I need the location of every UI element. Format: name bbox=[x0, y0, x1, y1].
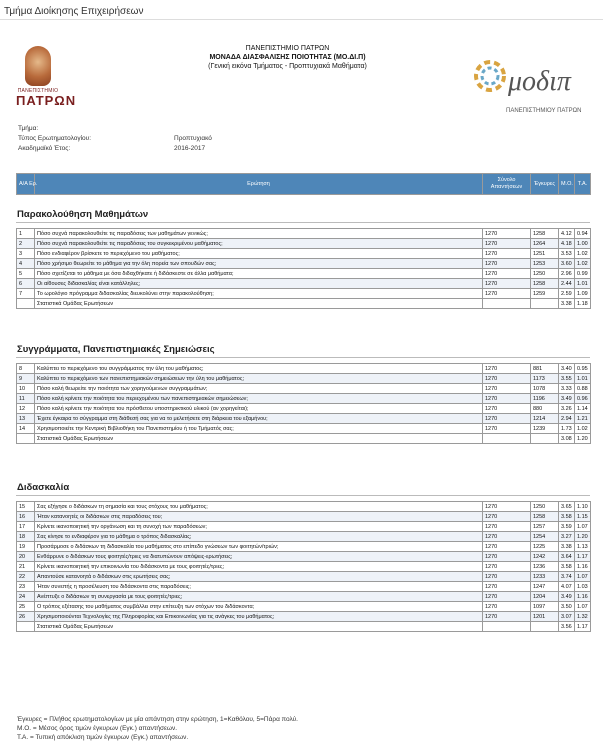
table-row bbox=[17, 394, 591, 404]
valid-responses: 1258 bbox=[531, 279, 559, 289]
mean-value: 3.58 bbox=[559, 512, 575, 522]
total-responses: 1270 bbox=[483, 239, 531, 249]
question-text: Ο τρόπος εξέτασης του μαθήματος συμβάλλει στην επίτευξη των στόχων του διδάσκοντα; bbox=[35, 602, 483, 612]
question-text: Προσάρμοσε ο διδάσκων τη διδασκαλία του μαθήματος στο επίπεδο γνώσεων των φοιτητών/τριών; bbox=[35, 542, 483, 552]
table-row bbox=[17, 384, 591, 394]
question-text: Απαντούσε κατανοητά ο διδάσκων στις ερωτήσεις σας; bbox=[35, 572, 483, 582]
mean-value: 3.49 bbox=[559, 592, 575, 602]
table-row bbox=[17, 592, 591, 602]
question-text: Ενθάρρυνε ο διδάσκων τους φοιτητές/τριες να διατυπώνουν απόψεις-ερωτήσεις; bbox=[35, 552, 483, 562]
meta-key: Τύπος Ερωτηματολογίου: bbox=[18, 135, 92, 142]
question-text: Πόσο συχνά παρακολουθείτε τις παραδόσεις των μαθημάτων γενικώς; bbox=[35, 229, 483, 239]
question-text: Κρίνετε ικανοποιητική την επικοινωνία του διδάσκοντα με τους φοιτητές/τριες; bbox=[35, 562, 483, 572]
university-logo bbox=[16, 46, 77, 118]
valid-responses: 1253 bbox=[531, 259, 559, 269]
mean-value: 3.53 bbox=[559, 249, 575, 259]
table-header bbox=[16, 173, 591, 195]
row-number: 2 bbox=[17, 239, 35, 249]
std-dev: 1.15 bbox=[575, 512, 591, 522]
total-responses: 1270 bbox=[483, 522, 531, 532]
question-text: Πόσο καλή θεωρείτε την ποιότητα των χορηγούμενων συγγραμμάτων; bbox=[35, 384, 483, 394]
table-row bbox=[17, 502, 591, 512]
row-number: 26 bbox=[17, 612, 35, 622]
total-responses: 1270 bbox=[483, 592, 531, 602]
valid-responses: 1233 bbox=[531, 572, 559, 582]
total-responses: 1270 bbox=[483, 279, 531, 289]
row-number: 19 bbox=[17, 542, 35, 552]
question-text: Πόσο καλή κρίνετε την ποιότητα του περιεχομένου των πανεπιστημιακών σημειώσεων; bbox=[35, 394, 483, 404]
valid-responses: 1251 bbox=[531, 249, 559, 259]
row-number: 10 bbox=[17, 384, 35, 394]
valid-responses: 1258 bbox=[531, 512, 559, 522]
modip-logo bbox=[470, 50, 585, 120]
std-dev: 1.01 bbox=[575, 279, 591, 289]
total-responses: 1270 bbox=[483, 404, 531, 414]
mean-value: 4.18 bbox=[559, 239, 575, 249]
stat-row bbox=[17, 434, 591, 444]
section-table bbox=[16, 228, 591, 309]
header-subtitle: (Γενική εικόνα Τμήματος - Προπτυχιακά Μαθήματα) bbox=[208, 63, 367, 70]
footnotes bbox=[17, 715, 298, 742]
col-header-mean: Μ.Ο. bbox=[559, 174, 575, 195]
valid-responses: 1254 bbox=[531, 532, 559, 542]
university-logo-line1: ΠΑΝΕΠΙΣΤΗΜΙΟ bbox=[17, 88, 59, 94]
modip-logo-icon bbox=[470, 50, 585, 108]
std-dev: 1.01 bbox=[575, 374, 591, 384]
mean-value: 4.12 bbox=[559, 229, 575, 239]
mean-value: 2.94 bbox=[559, 414, 575, 424]
question-text: Χρησιμοποιείτε την Κεντρική Βιβλιοθήκη του Πανεπιστημίου ή του Τμήματός σας; bbox=[35, 424, 483, 434]
section-title: Παρακολούθηση Μαθημάτων bbox=[17, 209, 149, 220]
mean-value: 3.60 bbox=[559, 259, 575, 269]
stat-row bbox=[17, 299, 591, 309]
question-text: Πόσο χρήσιμο θεωρείτε το μάθημα για την όλη πορεία των σπουδών σας; bbox=[35, 259, 483, 269]
valid-responses: 1196 bbox=[531, 394, 559, 404]
table-row bbox=[17, 249, 591, 259]
total-responses: 1270 bbox=[483, 542, 531, 552]
valid-responses: 1259 bbox=[531, 289, 559, 299]
table-row bbox=[17, 364, 591, 374]
std-dev: 0.94 bbox=[575, 229, 591, 239]
question-text: Έχετε έγκαιρα το σύγγραμμα στη διάθεσή σας για να το μελετήσετε στη διάρκεια του εξαμήνου; bbox=[35, 414, 483, 424]
valid-responses: 1201 bbox=[531, 612, 559, 622]
total-responses: 1270 bbox=[483, 249, 531, 259]
stat-label: Στατιστικά Ομάδας Ερωτήσεων bbox=[35, 622, 483, 632]
meta-key: Τμήμα: bbox=[18, 125, 39, 132]
mean-value: 2.96 bbox=[559, 269, 575, 279]
total-responses: 1270 bbox=[483, 512, 531, 522]
col-header-question: Ερώτηση bbox=[35, 174, 483, 195]
std-dev: 1.16 bbox=[575, 562, 591, 572]
table-row bbox=[17, 404, 591, 414]
table-row bbox=[17, 602, 591, 612]
mean-value: 3.58 bbox=[559, 562, 575, 572]
valid-responses: 1204 bbox=[531, 592, 559, 602]
row-number: 3 bbox=[17, 249, 35, 259]
empty-cell bbox=[531, 299, 559, 309]
empty-cell bbox=[17, 622, 35, 632]
col-header-num: Α/Α Ερ. bbox=[17, 174, 35, 195]
question-text: Πόσο καλή κρίνετε την ποιότητα του πρόσθετου υποστηρικτικού υλικού (αν χορηγείται); bbox=[35, 404, 483, 414]
question-text: Οι αίθουσες διδασκαλίας είναι κατάλληλες; bbox=[35, 279, 483, 289]
row-number: 24 bbox=[17, 592, 35, 602]
table-row bbox=[17, 562, 591, 572]
modip-logo-text: μοδιπ bbox=[508, 66, 571, 97]
question-text: Χρησιμοποιούνται Τεχνολογίες της Πληροφορίας και Επικοινωνίας για τις ανάγκες του μαθήματος; bbox=[35, 612, 483, 622]
total-responses: 1270 bbox=[483, 259, 531, 269]
mean-value: 3.33 bbox=[559, 384, 575, 394]
mean-value: 1.73 bbox=[559, 424, 575, 434]
total-responses: 1270 bbox=[483, 414, 531, 424]
total-responses: 1270 bbox=[483, 582, 531, 592]
row-number: 5 bbox=[17, 269, 35, 279]
row-number: 18 bbox=[17, 532, 35, 542]
valid-responses: 1242 bbox=[531, 552, 559, 562]
section-divider bbox=[16, 495, 590, 496]
mean-value: 3.64 bbox=[559, 552, 575, 562]
header-unit: ΜΟΝΑΔΑ ΔΙΑΣΦΑΛΙΣΗΣ ΠΟΙΟΤΗΤΑΣ (ΜΟ.ΔΙ.Π) bbox=[209, 54, 366, 61]
std-dev: 0.96 bbox=[575, 394, 591, 404]
stat-sd: 1.17 bbox=[575, 622, 591, 632]
valid-responses: 1173 bbox=[531, 374, 559, 384]
question-text: Πόσο ενδιαφέρον βρίσκετε το περιεχόμενο του μαθήματος; bbox=[35, 249, 483, 259]
row-number: 13 bbox=[17, 414, 35, 424]
document-header bbox=[150, 44, 425, 71]
section-divider bbox=[16, 222, 590, 223]
mean-value: 4.07 bbox=[559, 582, 575, 592]
total-responses: 1270 bbox=[483, 572, 531, 582]
total-responses: 1270 bbox=[483, 289, 531, 299]
question-text: Ανέπτυξε ο διδάσκων τη συνεργασία με τους φοιτητές/τριες; bbox=[35, 592, 483, 602]
row-number: 1 bbox=[17, 229, 35, 239]
total-responses: 1270 bbox=[483, 384, 531, 394]
valid-responses: 1239 bbox=[531, 424, 559, 434]
table-row bbox=[17, 542, 591, 552]
std-dev: 1.02 bbox=[575, 259, 591, 269]
total-responses: 1270 bbox=[483, 562, 531, 572]
meta-value: 2016-2017 bbox=[174, 145, 206, 152]
modip-logo-caption: ΠΑΝΕΠΙΣΤΗΜΙΟΥ ΠΑΤΡΩΝ bbox=[506, 108, 582, 114]
std-dev: 1.21 bbox=[575, 414, 591, 424]
std-dev: 1.00 bbox=[575, 239, 591, 249]
std-dev: 1.17 bbox=[575, 552, 591, 562]
std-dev: 0.99 bbox=[575, 269, 591, 279]
std-dev: 1.02 bbox=[575, 424, 591, 434]
table-row bbox=[17, 289, 591, 299]
mean-value: 3.74 bbox=[559, 572, 575, 582]
table-row bbox=[17, 522, 591, 532]
section-title: Συγγράμματα, Πανεπιστημιακές Σημειώσεις bbox=[17, 344, 215, 355]
std-dev: 1.07 bbox=[575, 522, 591, 532]
row-number: 15 bbox=[17, 502, 35, 512]
row-number: 4 bbox=[17, 259, 35, 269]
table-row bbox=[17, 572, 591, 582]
total-responses: 1270 bbox=[483, 374, 531, 384]
std-dev: 1.13 bbox=[575, 542, 591, 552]
mean-value: 3.26 bbox=[559, 404, 575, 414]
stat-label: Στατιστικά Ομάδας Ερωτήσεων bbox=[35, 299, 483, 309]
row-number: 17 bbox=[17, 522, 35, 532]
total-responses: 1270 bbox=[483, 502, 531, 512]
stat-mean: 3.08 bbox=[559, 434, 575, 444]
valid-responses: 1250 bbox=[531, 502, 559, 512]
col-header-valid: Έγκυρες bbox=[531, 174, 559, 195]
stat-sd: 1.20 bbox=[575, 434, 591, 444]
table-row bbox=[17, 532, 591, 542]
stat-row bbox=[17, 622, 591, 632]
std-dev: 1.16 bbox=[575, 592, 591, 602]
table-row bbox=[17, 414, 591, 424]
total-responses: 1270 bbox=[483, 394, 531, 404]
empty-cell bbox=[531, 434, 559, 444]
university-seal-icon bbox=[25, 46, 51, 86]
std-dev: 1.10 bbox=[575, 502, 591, 512]
row-number: 9 bbox=[17, 374, 35, 384]
table-row bbox=[17, 612, 591, 622]
row-number: 8 bbox=[17, 364, 35, 374]
std-dev: 1.20 bbox=[575, 532, 591, 542]
total-responses: 1270 bbox=[483, 602, 531, 612]
std-dev: 0.95 bbox=[575, 364, 591, 374]
table-row bbox=[17, 424, 591, 434]
valid-responses: 1214 bbox=[531, 414, 559, 424]
section-table bbox=[16, 501, 591, 632]
mean-value: 3.55 bbox=[559, 374, 575, 384]
std-dev: 1.14 bbox=[575, 404, 591, 414]
valid-responses: 1264 bbox=[531, 239, 559, 249]
meta-key: Ακαδημαϊκό Έτος: bbox=[18, 145, 71, 152]
question-text: Καλύπτει το περιεχόμενο των πανεπιστημιακών σημειώσεων την ύλη του μαθήματος; bbox=[35, 374, 483, 384]
mean-value: 3.40 bbox=[559, 364, 575, 374]
std-dev: 1.07 bbox=[575, 572, 591, 582]
std-dev: 1.02 bbox=[575, 249, 591, 259]
row-number: 6 bbox=[17, 279, 35, 289]
meta-value: Προπτυχιακό bbox=[174, 135, 212, 142]
table-row bbox=[17, 512, 591, 522]
mean-value: 3.65 bbox=[559, 502, 575, 512]
question-text: Το ωρολόγιο πρόγραμμα διδασκαλίας διευκολύνει στην παρακολούθηση; bbox=[35, 289, 483, 299]
row-number: 11 bbox=[17, 394, 35, 404]
row-number: 14 bbox=[17, 424, 35, 434]
row-number: 21 bbox=[17, 562, 35, 572]
stat-sd: 1.18 bbox=[575, 299, 591, 309]
section-table bbox=[16, 363, 591, 444]
stat-mean: 3.38 bbox=[559, 299, 575, 309]
col-header-total: Σύνολο Απαντήσεων bbox=[483, 174, 531, 195]
table-row bbox=[17, 279, 591, 289]
mean-value: 3.49 bbox=[559, 394, 575, 404]
question-text: Κρίνετε ικανοποιητική την οργάνωση και τη συνοχή των παραδόσεων; bbox=[35, 522, 483, 532]
valid-responses: 880 bbox=[531, 404, 559, 414]
valid-responses: 1250 bbox=[531, 269, 559, 279]
empty-cell bbox=[483, 299, 531, 309]
footnote: Έγκυρες = Πλήθος ερωτηματολογίων με μία απάντηση στην ερώτηση, 1=Καθόλου, 5=Πάρα πολύ. bbox=[17, 716, 298, 723]
std-dev: 1.32 bbox=[575, 612, 591, 622]
row-number: 7 bbox=[17, 289, 35, 299]
row-number: 25 bbox=[17, 602, 35, 612]
question-text: Ήταν κατανοητές οι διδάσκων στις παραδόσεις του; bbox=[35, 512, 483, 522]
valid-responses: 1257 bbox=[531, 522, 559, 532]
total-responses: 1270 bbox=[483, 552, 531, 562]
page-header: Τμήμα Διοίκησης Επιχειρήσεων bbox=[0, 0, 603, 20]
mean-value: 3.59 bbox=[559, 522, 575, 532]
row-number: 23 bbox=[17, 582, 35, 592]
table-row bbox=[17, 269, 591, 279]
question-text: Πόσο συχνά παρακολουθείτε τις παραδόσεις του συγκεκριμένου μαθήματος; bbox=[35, 239, 483, 249]
std-dev: 1.09 bbox=[575, 289, 591, 299]
footnote: Μ.Ο. = Μέσος όρος τιμών έγκυρων (Εγκ.) απαντήσεων. bbox=[17, 725, 178, 732]
stat-mean: 3.56 bbox=[559, 622, 575, 632]
valid-responses: 1258 bbox=[531, 229, 559, 239]
valid-responses: 1236 bbox=[531, 562, 559, 572]
empty-cell bbox=[483, 434, 531, 444]
section-divider bbox=[16, 357, 590, 358]
stat-label: Στατιστικά Ομάδας Ερωτήσεων bbox=[35, 434, 483, 444]
mean-value: 2.59 bbox=[559, 289, 575, 299]
table-row bbox=[17, 374, 591, 384]
question-text: Καλύπτει το περιεχόμενο του συγγράμματος την ύλη του μαθήματος; bbox=[35, 364, 483, 374]
question-text: Ήταν συνεπής η προσέλευση του διδάσκοντα στις παραδόσεις; bbox=[35, 582, 483, 592]
valid-responses: 1225 bbox=[531, 542, 559, 552]
std-dev: 1.03 bbox=[575, 582, 591, 592]
row-number: 20 bbox=[17, 552, 35, 562]
row-number: 16 bbox=[17, 512, 35, 522]
section-title: Διδασκαλία bbox=[17, 482, 70, 493]
total-responses: 1270 bbox=[483, 424, 531, 434]
valid-responses: 1247 bbox=[531, 582, 559, 592]
header-university: ΠΑΝΕΠΙΣΤΗΜΙΟ ΠΑΤΡΩΝ bbox=[245, 45, 330, 52]
mean-value: 2.44 bbox=[559, 279, 575, 289]
table-row bbox=[17, 259, 591, 269]
total-responses: 1270 bbox=[483, 532, 531, 542]
table-row bbox=[17, 229, 591, 239]
valid-responses: 1097 bbox=[531, 602, 559, 612]
total-responses: 1270 bbox=[483, 269, 531, 279]
total-responses: 1270 bbox=[483, 364, 531, 374]
table-row bbox=[17, 239, 591, 249]
row-number: 22 bbox=[17, 572, 35, 582]
question-text: Πόσο σχετίζεται το μάθημα με όσα διδαχθήκατε ή διδάσκεστε σε άλλα μαθήματα; bbox=[35, 269, 483, 279]
empty-cell bbox=[531, 622, 559, 632]
row-number: 12 bbox=[17, 404, 35, 414]
mean-value: 3.50 bbox=[559, 602, 575, 612]
mean-value: 3.07 bbox=[559, 612, 575, 622]
total-responses: 1270 bbox=[483, 612, 531, 622]
empty-cell bbox=[483, 622, 531, 632]
university-logo-line2: ΠΑΤΡΩΝ bbox=[16, 93, 77, 108]
valid-responses: 1078 bbox=[531, 384, 559, 394]
empty-cell bbox=[17, 434, 35, 444]
total-responses: 1270 bbox=[483, 229, 531, 239]
valid-responses: 881 bbox=[531, 364, 559, 374]
table-row bbox=[17, 552, 591, 562]
std-dev: 0.88 bbox=[575, 384, 591, 394]
footnote: Τ.Α. = Τυπική απόκλιση τιμών έγκυρων (Εγκ.) απαντήσεων. bbox=[17, 734, 189, 741]
mean-value: 3.38 bbox=[559, 542, 575, 552]
mean-value: 3.27 bbox=[559, 532, 575, 542]
col-header-sd: Τ.Α. bbox=[575, 174, 591, 195]
table-row bbox=[17, 582, 591, 592]
question-text: Σας εξήγησε ο διδάσκων τη σημασία και τους στόχους του μαθήματος; bbox=[35, 502, 483, 512]
empty-cell bbox=[17, 299, 35, 309]
question-text: Σας κίνησε το ενδιαφέρον για το μάθημα ο τρόπος διδασκαλίας; bbox=[35, 532, 483, 542]
std-dev: 1.07 bbox=[575, 602, 591, 612]
